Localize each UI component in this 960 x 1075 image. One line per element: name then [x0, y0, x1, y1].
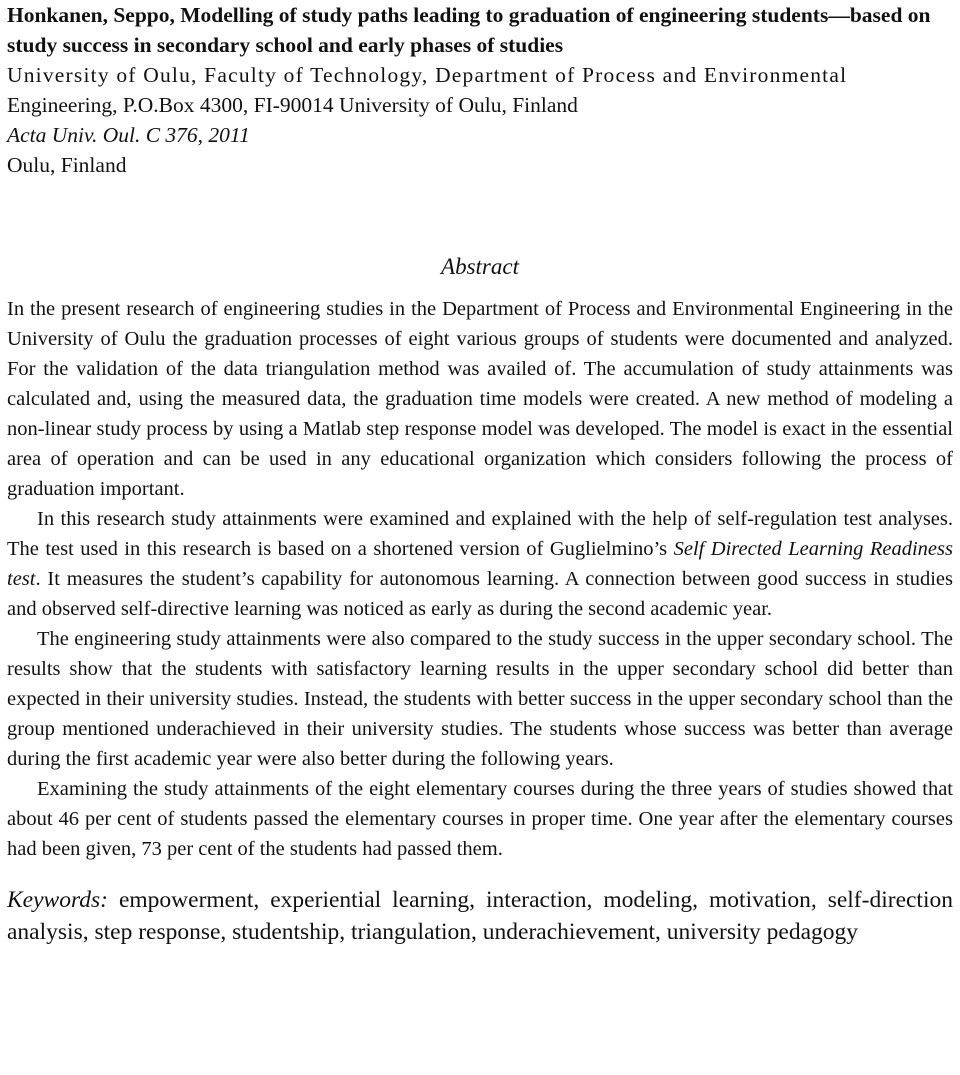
abstract-paragraph-2: [7, 504, 953, 624]
publication-place: Oulu, Finland: [7, 153, 127, 177]
abstract-paragraph-1: In the present research of engineering studies in the Department of Process and Environmental Engineering in the University of Oulu the graduation processes of eight various groups of students were documented and analyzed. For the validation of the data triangulation method was availed of. The accumulation of study attainments was calculated and, using the measured data, the graduation time models were created. A new method of modeling a non-linear study process by using a Matlab step response model was developed. The model is exact in the essential area of operation and can be used in any educational organization which considers following the process of graduation important.: [7, 298, 953, 500]
affiliation-line-1: University of Oulu, Faculty of Technology, Department of Process and Environmental: [7, 63, 848, 87]
sdlr-test-title: Self Directed Learning Readiness test: [7, 538, 953, 590]
keywords-list: empowerment, experiential learning, interaction, modeling, motivation, self-direction analysis, step response, studentship, triangulation, underachievement, university pedagogy: [7, 887, 953, 945]
abstract-heading: Abstract: [441, 254, 519, 279]
paragraph-2-text-start: In this research study attainments were examined and explained with the help of self-regulation test analyses. The test used in this research is based on a shortened version of Guglielmino’s: [7, 508, 953, 560]
paper-title: Honkanen, Seppo, Modelling of study paths leading to graduation of engineering students—based on study success in secondary school and early phases of studies: [7, 3, 931, 57]
keywords-label: Keywords:: [7, 887, 108, 913]
paragraph-2-text-end: . It measures the student’s capability for autonomous learning. A connection between good success in studies and observed self-directive learning was noticed as early as during the second academic year.: [7, 568, 953, 620]
keywords-section: [7, 884, 953, 948]
abstract-paragraph-4: Examining the study attainments of the eight elementary courses during the three years of studies showed that about 46 per cent of students passed the elementary courses in proper time. One year after the elementary courses had been given, 73 per cent of the students had passed them.: [7, 778, 953, 860]
abstract-paragraph-3: The engineering study attainments were also compared to the study success in the upper secondary school. The results show that the students with satisfactory learning results in the upper secondary school did better than expected in their university studies. Instead, the students with better success in the upper secondary school than the group mentioned underachieved in their university studies. The students whose success was better than average during the first academic year were also better during the following years.: [7, 628, 953, 770]
journal-citation: Acta Univ. Oul. C 376, 2011: [7, 123, 250, 147]
affiliation-line-2: Engineering, P.O.Box 4300, FI-90014 University of Oulu, Finland: [7, 93, 578, 117]
